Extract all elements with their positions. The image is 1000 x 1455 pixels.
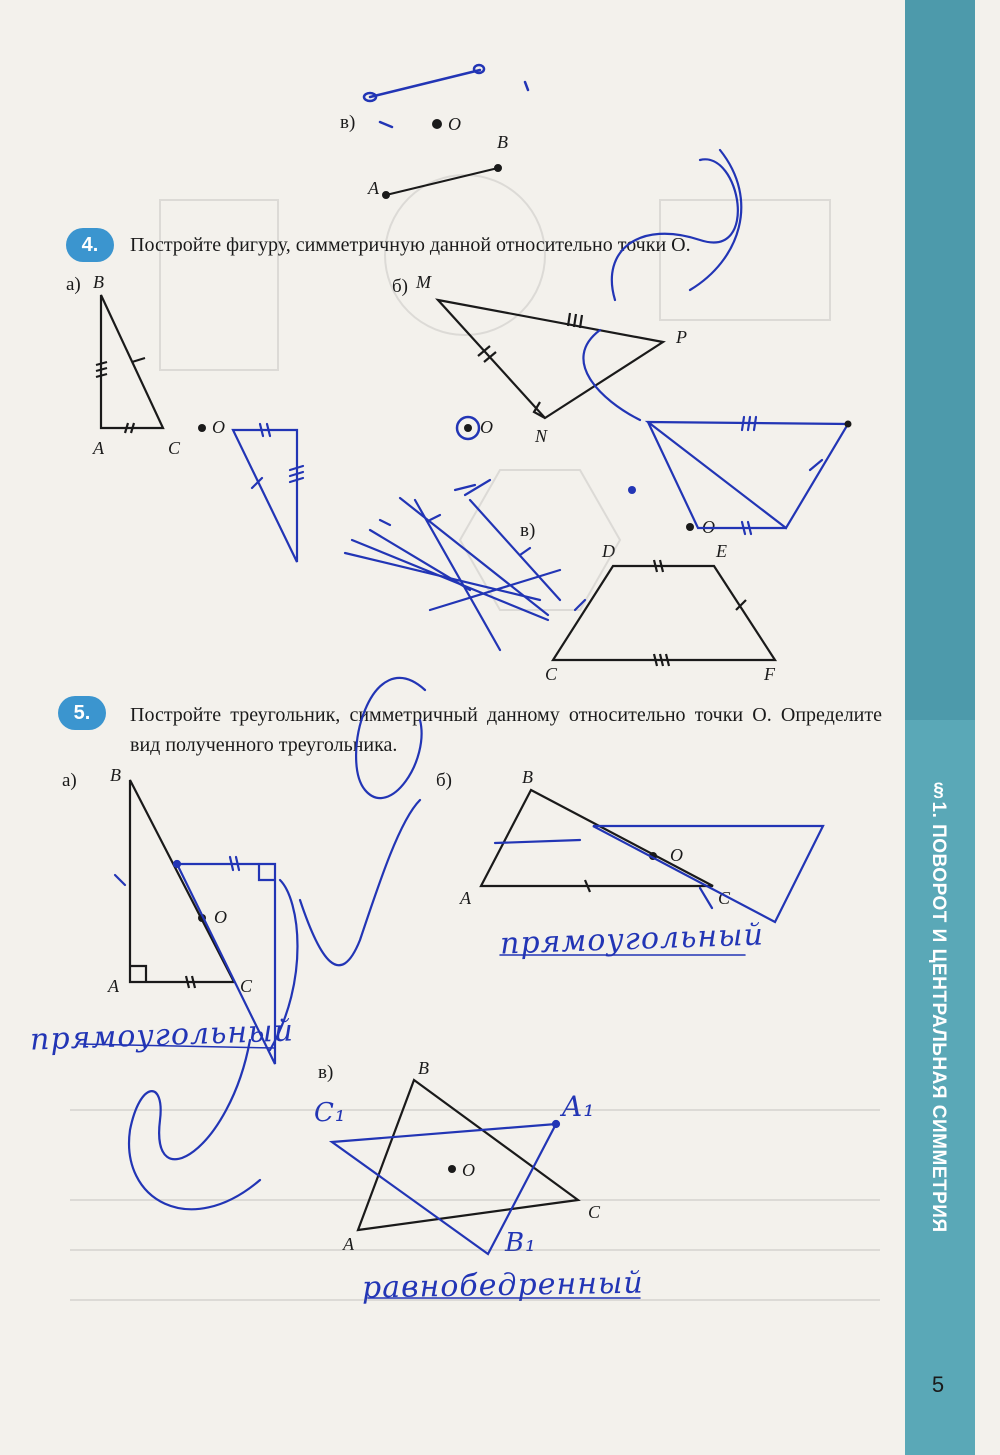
- task3-printed: [383, 120, 501, 198]
- task5b-printed: [481, 790, 713, 892]
- task4v-handwritten: [345, 480, 585, 650]
- task4-part-b-label: б): [392, 276, 408, 297]
- task5a-b-label: B: [110, 765, 121, 785]
- task4a-o-label: O: [212, 417, 225, 437]
- task5a-printed: [130, 780, 234, 988]
- task5b-o-label: O: [670, 845, 683, 865]
- task3-point-b-label: B: [497, 132, 508, 152]
- task4v-f-label: F: [764, 664, 775, 684]
- task5b-b-label: B: [522, 767, 533, 787]
- task4b-o-label: O: [480, 417, 493, 437]
- task5-text: Постройте треугольник, симметричный данному относительно точки O. Определите вид полученного треугольника.: [130, 704, 882, 756]
- page-number: 5: [931, 1372, 945, 1397]
- task4-part-v-label: в): [520, 520, 536, 541]
- task4a-printed: [96, 295, 163, 433]
- task4v-c-label: C: [545, 664, 558, 684]
- task5a-handwritten: [80, 678, 425, 1209]
- task4a-handwritten: [233, 424, 303, 562]
- task5a-c-label: C: [240, 976, 253, 996]
- task4-number-badge: 4.: [66, 228, 114, 262]
- task5-part-v-label: в): [318, 1062, 334, 1083]
- task4b-handwritten: [583, 150, 848, 534]
- task4v-o-label: O: [702, 517, 715, 537]
- task4b-printed: [438, 300, 663, 418]
- task5v-printed: [358, 1080, 578, 1230]
- task4v-d-label: D: [602, 541, 615, 561]
- task5-number-badge: 5.: [58, 696, 106, 730]
- task5a-o-label: O: [214, 907, 227, 927]
- task3-point-a-label: A: [368, 178, 379, 198]
- task5v-answer-handwritten: равнобедренный: [361, 1265, 644, 1306]
- task5b-answer-handwritten: прямоугольный: [499, 917, 765, 962]
- task5v-a1-handwritten: A₁: [562, 1090, 596, 1123]
- task4v-printed: [553, 560, 775, 666]
- task5b-c-label: C: [718, 888, 731, 908]
- task4b-n-label: N: [535, 426, 548, 446]
- task5v-handwritten: [332, 1121, 640, 1298]
- task3-handwritten: [364, 65, 528, 127]
- task5v-c1-handwritten: C₁: [314, 1098, 347, 1128]
- task3-part-v-label: в): [340, 112, 356, 133]
- task5-part-b-label: б): [436, 770, 452, 791]
- task5v-b-label: B: [418, 1058, 429, 1078]
- task5v-a-label: A: [343, 1234, 354, 1254]
- task5a-a-label: A: [108, 976, 119, 996]
- task5v-b1-handwritten: B₁: [505, 1228, 537, 1258]
- task5b-a-label: A: [460, 888, 471, 908]
- task4v-e-label: E: [716, 541, 727, 561]
- task5b-handwritten: [495, 826, 823, 955]
- task4a-a-label: A: [93, 438, 104, 458]
- side-band-top: [905, 0, 975, 720]
- task4a-c-label: C: [168, 438, 181, 458]
- task4a-b-label: B: [93, 272, 104, 292]
- task4a-center-point: [198, 424, 206, 432]
- task5v-c-label: C: [588, 1202, 601, 1222]
- task4b-m-label: M: [416, 272, 431, 292]
- chapter-title: §1. ПОВОРОТ И ЦЕНТРАЛЬНАЯ СИММЕТРИЯ: [928, 780, 949, 1233]
- task5-part-a-label: а): [62, 770, 77, 791]
- task5v-o-label: O: [462, 1160, 475, 1180]
- task4-part-a-label: а): [66, 274, 81, 295]
- task4b-p-label: P: [676, 327, 687, 347]
- task3-point-o-label: O: [448, 114, 461, 134]
- task4-text: Постройте фигуру, симметричную данной относительно точки O.: [130, 234, 691, 256]
- task5a-answer-handwritten: прямоугольный: [29, 1013, 295, 1058]
